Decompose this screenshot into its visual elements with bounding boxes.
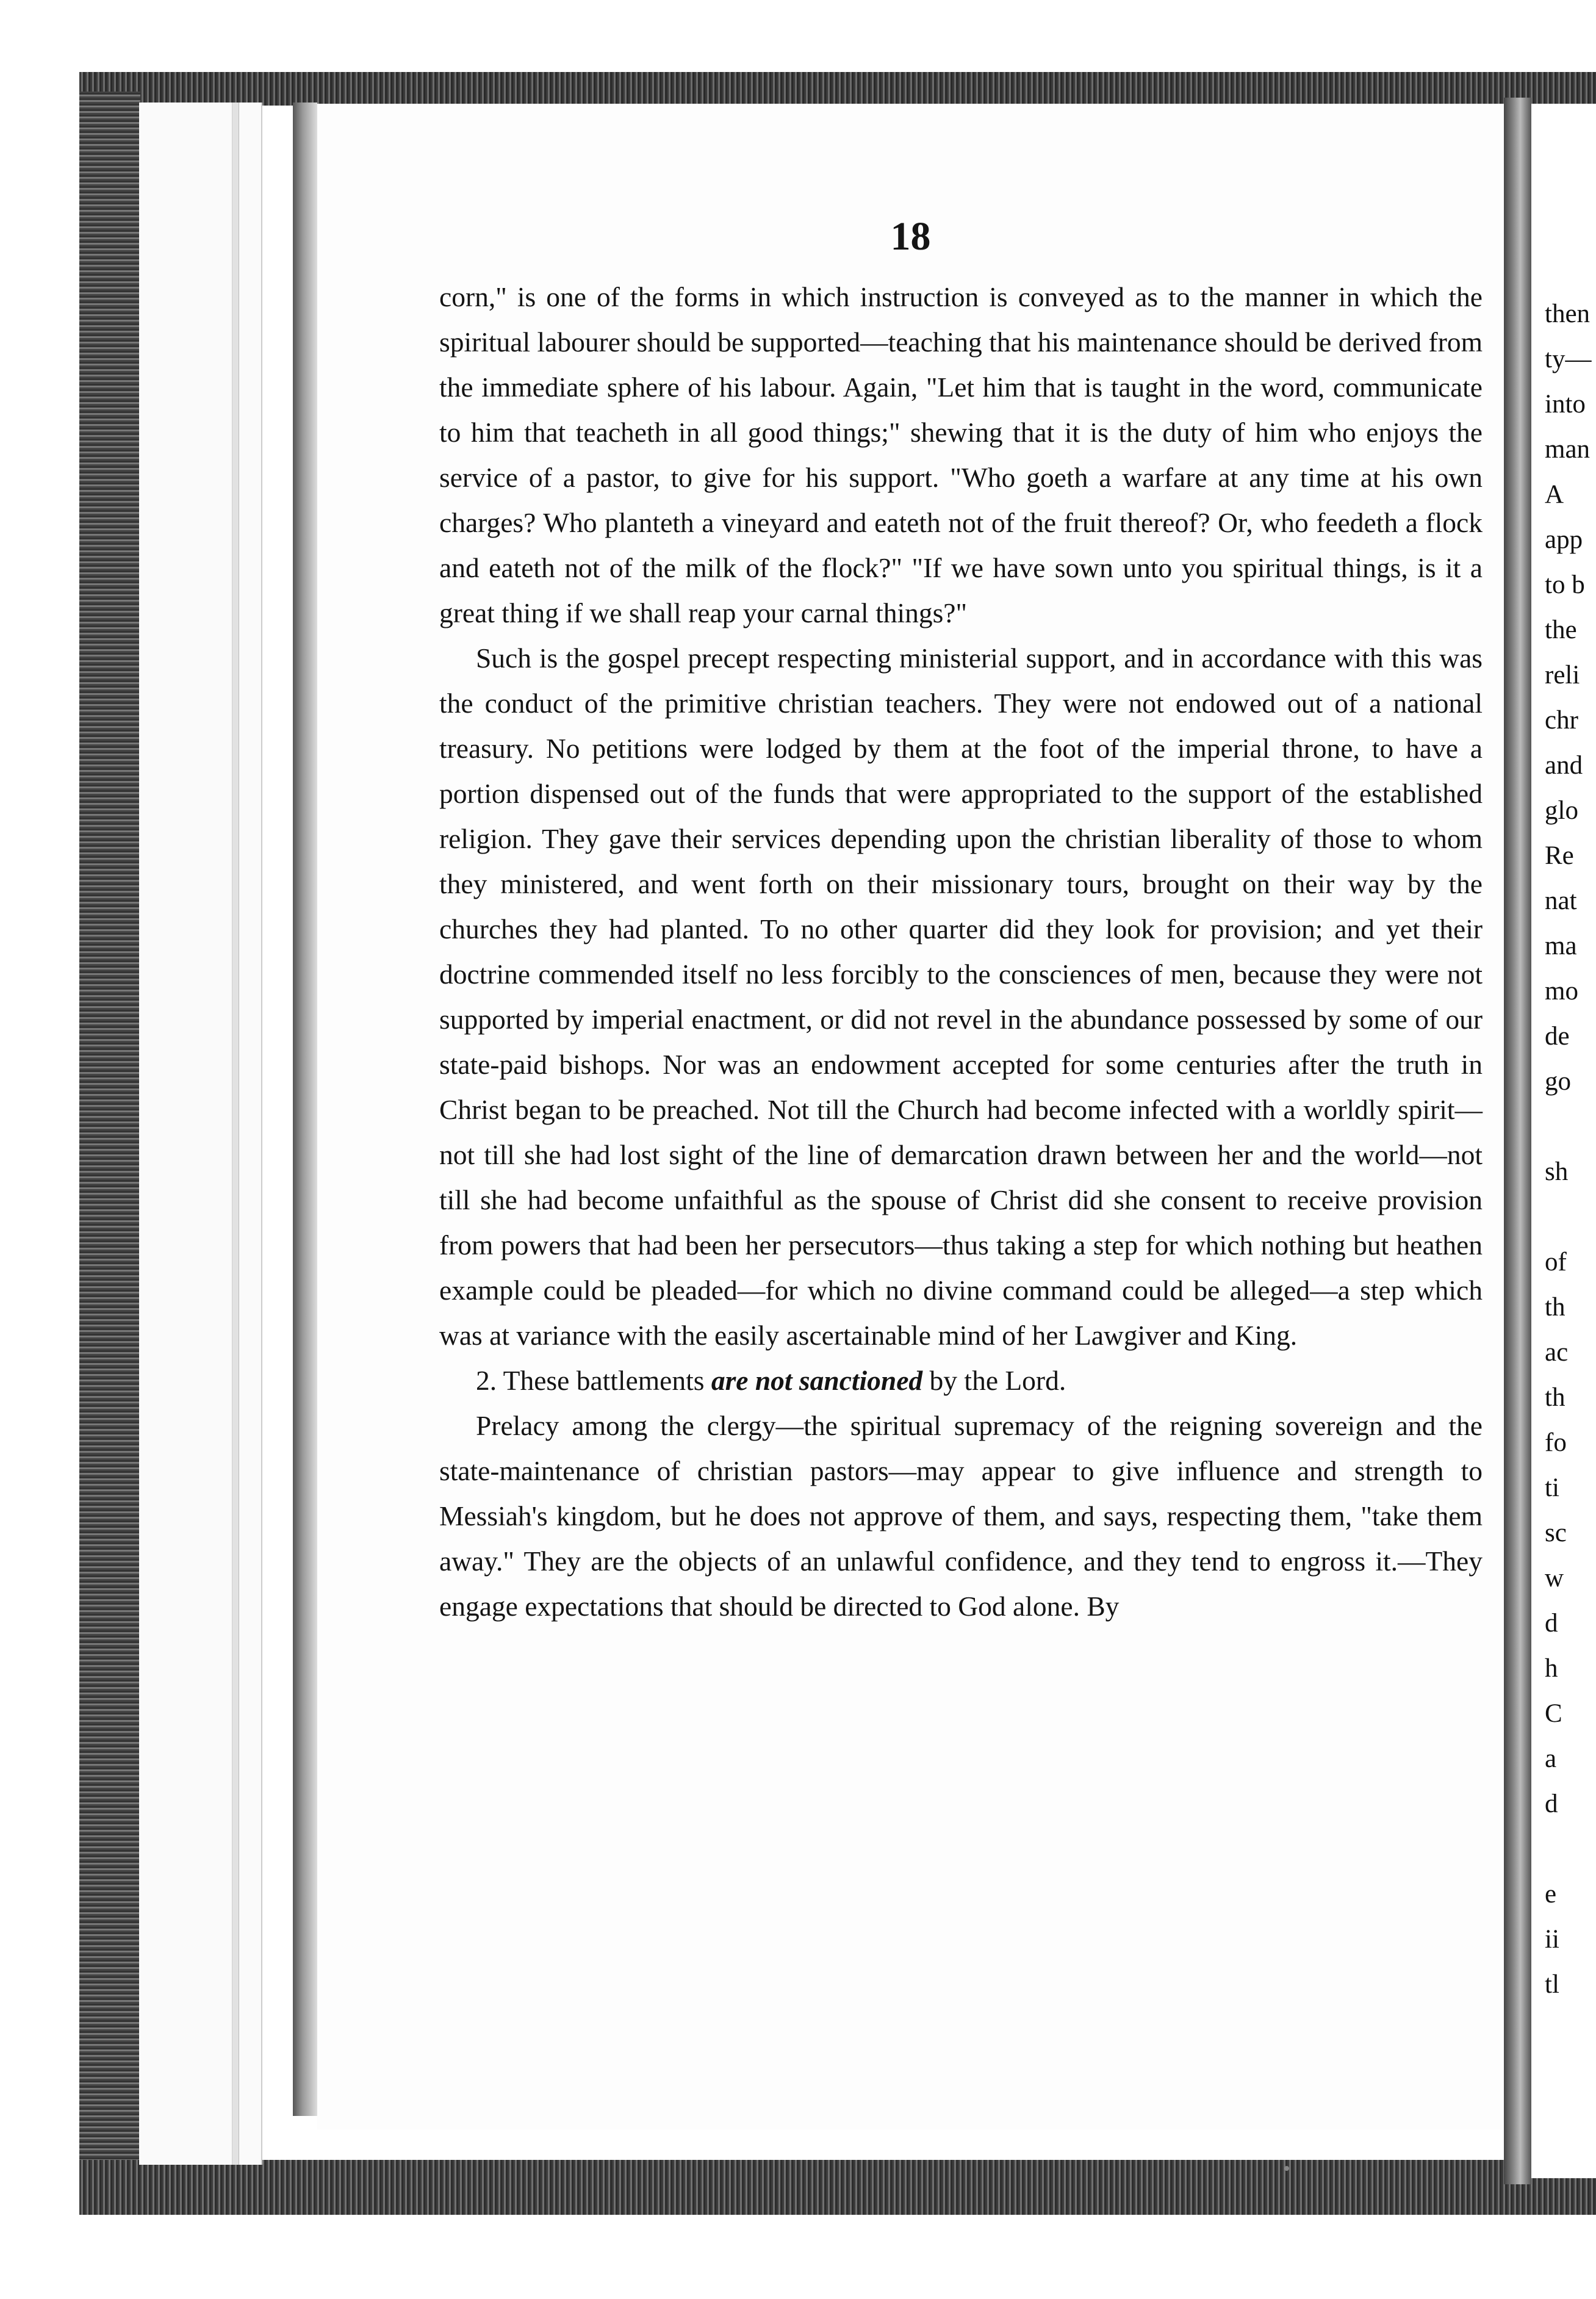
book-gutter — [1504, 98, 1531, 2184]
facing-page-fragment: app — [1545, 525, 1583, 554]
page-number: 18 — [890, 214, 931, 259]
facing-page-fragment: tl — [1545, 1970, 1559, 1999]
facing-page-fragment: fo — [1545, 1428, 1567, 1457]
page-fold — [232, 103, 239, 2165]
paragraph-4: Prelacy among the clergy—the spiritual supremacy of the reigning sovereign and the state-maintenance of christian pastors—may appear to give influence and strength to Messiah's kingdom, but he does not approve of them, and says, respecting them, "take them away." They are the objects of an unlawful confidence, and they tend to engross it.—They engage expectations that should be directed to God alone. By — [439, 1410, 1483, 1622]
facing-page-fragment: ii — [1545, 1925, 1559, 1954]
paragraph-1: corn," is one of the forms in which instruction is conveyed as to the manner in which the spiritual labourer should be supported—teaching that his maintenance should be derived from the immediate sphere of his labour. Again, "Let him that is taught in the word, communicate to him that teacheth in all good things;" shewing that it is the duty of him who enjoys the service of a pastor, to give for his support. "Who goeth a warfare at any time at his own charges? Who planteth a vineyard and eateth not of the fruit thereof? Or, who feedeth a flock and eateth not of the milk of the flock?" "If we have sown unto you spiritual things, is it a great thing if we shall reap your carnal things?" — [439, 281, 1483, 628]
facing-page-fragment: glo — [1545, 796, 1578, 825]
paragraph-2: Such is the gospel precept respecting ministerial support, and in accordance with this was the conduct of the primitive christian teachers. They were not endowed out of a national treasury. No petitions were lodged by them at the foot of the imperial throne, to have a portion dispensed out of the funds that were appropriated to the support of the established religion. They gave their services depending upon the christian liberality of those to whom they ministered, and went forth on their missionary tours, brought on their way by the churches they had planted. To no other quarter did they look for provision; and yet their doctrine commended itself no less forcibly to the consciences of men, because they were not supported by imperial enactment, or did not revel in the abundance possessed by some of our state-paid bishops. Nor was an endowment accepted for some centuries after the truth in Christ began to be preached. Not till the Church had become infected with a worldly spirit—not till she had lost sight of the line of demarcation drawn between her and the world—not till she had become unfaithful as the spouse of Christ did she consent to receive provision from powers that had been her persecutors—thus taking a step for which nothing but heathen example could be pleaded—for which no divine command could be alleged—a step which was at variance with the easily ascertainable mind of her Lawgiver and King. — [439, 642, 1483, 1351]
paragraph-3-tail: by the Lord. — [922, 1365, 1066, 1396]
facing-page-fragment: de — [1545, 1022, 1570, 1051]
scanned-page — [317, 104, 1504, 2129]
paragraph-3 — [439, 1358, 1483, 1403]
facing-page-fragment: A — [1545, 480, 1564, 509]
paragraph-3-emphasis: are not sanctioned — [711, 1365, 923, 1396]
body-text — [439, 275, 1483, 1629]
page-shadow — [293, 103, 317, 2116]
facing-page-fragment: d — [1545, 1609, 1558, 1638]
facing-page-fragment: of — [1545, 1248, 1567, 1276]
facing-page-fragment: ma — [1545, 932, 1577, 960]
facing-page-fragment: h — [1545, 1654, 1558, 1683]
facing-page-fragment: reli — [1545, 661, 1580, 689]
facing-page-edge — [1531, 104, 1596, 2178]
facing-page-fragment: C — [1545, 1699, 1562, 1728]
facing-page-fragment: Re — [1545, 841, 1574, 870]
facing-page-fragment: ti — [1545, 1473, 1559, 1502]
facing-page-fragment: th — [1545, 1383, 1565, 1412]
facing-page-fragment: then — [1545, 300, 1591, 328]
facing-page-fragment: d — [1545, 1790, 1558, 1818]
facing-page-fragment: and — [1545, 751, 1583, 780]
facing-page-fragment: ac — [1545, 1338, 1569, 1367]
book-binding-top — [79, 72, 1596, 106]
facing-page-fragment: go — [1545, 1067, 1571, 1096]
facing-page-fragment: man — [1545, 435, 1591, 464]
facing-page-fragment: a — [1545, 1744, 1557, 1773]
facing-page-fragment: the — [1545, 616, 1577, 644]
book-binding-left — [79, 92, 140, 2190]
facing-page-fragment: th — [1545, 1293, 1565, 1322]
facing-page-fragment: w — [1545, 1564, 1564, 1592]
facing-page-fragment: to b — [1545, 570, 1585, 599]
book-binding-bottom — [79, 2160, 1596, 2215]
facing-page-fragment: e — [1545, 1880, 1557, 1909]
facing-page-fragment: sc — [1545, 1519, 1567, 1547]
facing-page-fragment: ty— — [1545, 345, 1592, 373]
ink-speck — [1284, 2166, 1289, 2171]
facing-page-fragment: sh — [1545, 1157, 1569, 1186]
facing-page-fragment: nat — [1545, 887, 1577, 915]
left-page-edge — [139, 103, 262, 2165]
facing-page-fragment: mo — [1545, 977, 1578, 1006]
facing-page-fragment: chr — [1545, 706, 1578, 735]
paragraph-3-lead: 2. These battlements — [476, 1365, 711, 1396]
facing-page-fragment: into — [1545, 390, 1586, 419]
